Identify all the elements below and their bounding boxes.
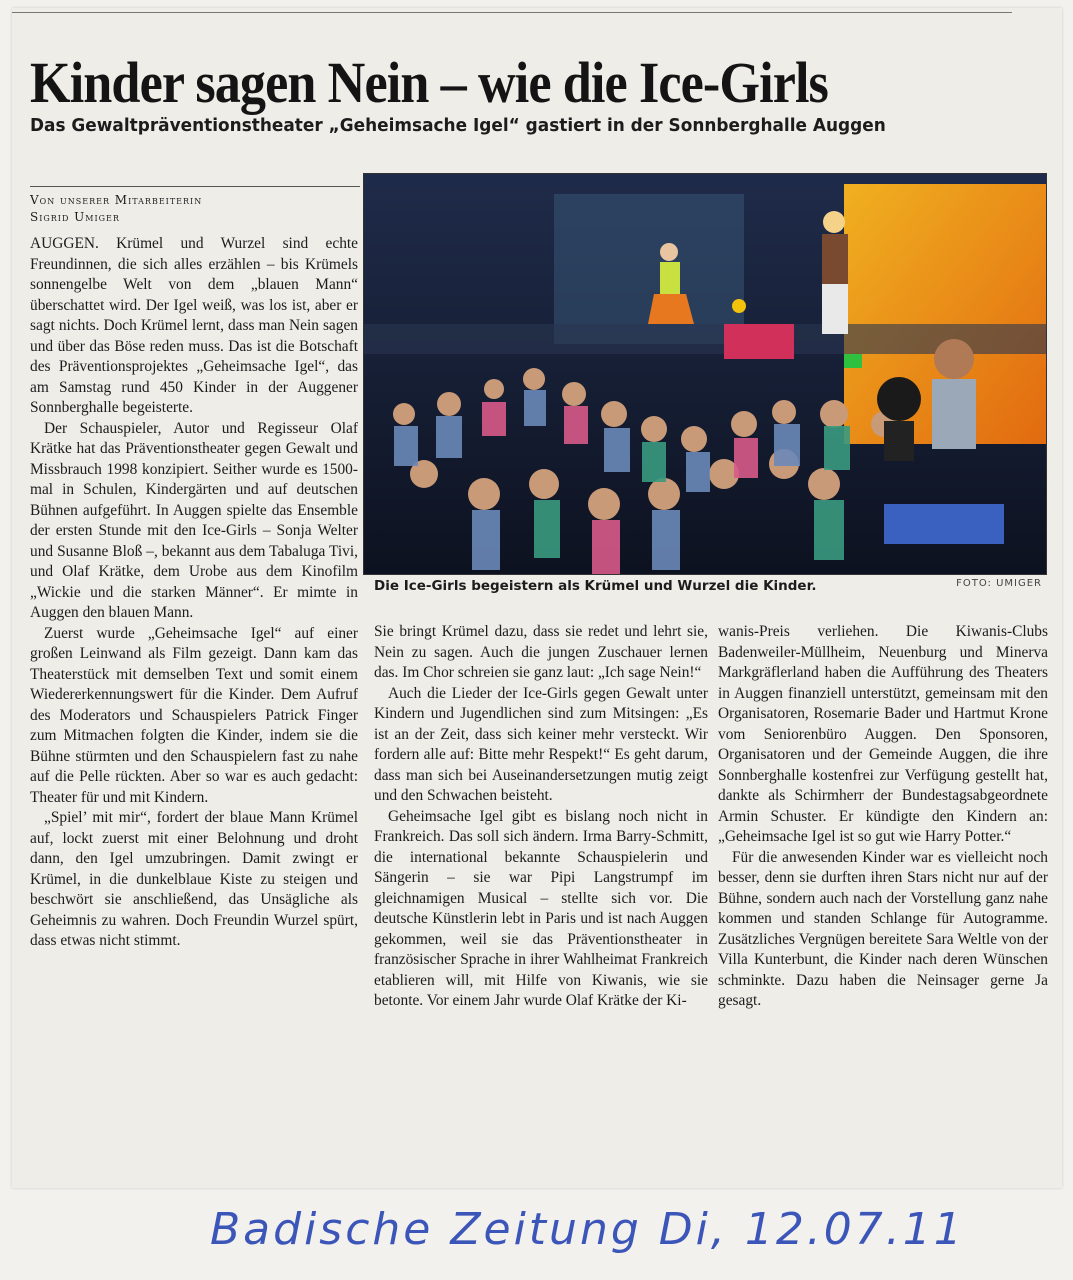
article-photo <box>363 173 1047 575</box>
photo-credit: FOTO: UMIGER <box>956 578 1042 589</box>
paragraph: Zuerst wurde „Geheimsache Igel“ auf einer großen Leinwand als Film gezeigt. Dann kam das Theaterstück mit demselben Text und somit einem Wiedererkennungswert für die Kinder. Dem Aufruf des Moderators und Schauspielers Patrick Finger zum Mitmachen folgten die Kinder, indem sie die Bühne stürmten und den Schauspielern fast zu nahe auf die Pelle rückten. Aber so war es auch gedacht: Theater für und mit Kindern. <box>30 624 358 806</box>
byline-author: Sigrid Umiger <box>30 210 120 224</box>
byline-role: Von unserer Mitarbeiterin <box>30 193 203 207</box>
paragraph: Sie bringt Krümel dazu, dass sie redet und lehrt sie, Nein zu sagen. Auch die jungen Zuschauer lernen das. Im Chor schreien sie ganz laut: „Ich sage Nein!“ <box>374 623 708 681</box>
byline <box>30 192 360 226</box>
newspaper-clipping <box>12 8 1062 1188</box>
byline-rule <box>30 186 360 187</box>
top-rule <box>12 12 1012 13</box>
paragraph: Auch die Lieder der Ice-Girls gegen Gewalt unter Kindern und Jugendlichen sind zum Mitsingen: „Es ist an der Zeit, dass sich keiner mehr versteckt. Wir fordern alle auf: Bitte mehr Respekt!“ Es geht darum, dass man sich bei Auseinandersetzungen mutig zeigt und den Schwachen beisteht. <box>374 684 708 804</box>
paragraph: „Spiel’ mit mir“, fordert der blaue Mann Krümel auf, lockt zuerst mit einer Belohnung und droht dann, den Igel umzubringen. Damit zwingt er Krümel, in die dunkelblaue Kiste zu steigen und beschwört sie anschließend, das Unsägliche als Geheimnis zu wahren. Doch Freundin Wurzel spürt, dass etwas nicht stimmt. <box>30 809 358 949</box>
article-column-3 <box>718 622 1048 1012</box>
theater-scene-illustration <box>364 174 1046 574</box>
paragraph: Für die anwesenden Kinder war es vielleicht noch besser, denn sie durften ihren Stars nicht nur auf der Bühne, sondern auch nach der Vorstellung ganz nahe kommen und standen Schlange für Autogramme. Zusätzliches Vergnügen bereitete Sara Weltle von der Villa Kunterbunt, die Kinder nach deren Wünschen schminkte. Dazu haben die Neinsager gerne Ja gesagt. <box>718 848 1048 1009</box>
headline: Kinder sagen Nein – wie die Ice-Girls <box>30 50 828 115</box>
photo-caption: Die Ice-Girls begeistern als Krümel und Wurzel die Kinder. <box>374 578 817 594</box>
paragraph: wanis-Preis verliehen. Die Kiwanis-Clubs Badenweiler-Müllheim, Neuenburg und Minerva Markgräflerland haben die Aufführung des Theaters in Auggen finanziell unterstützt, gemeinsam mit den Organisatoren, Rosemarie Bader und Hartmut Krone vom Seniorenbüro Auggen. Den Sponsoren, Organisatoren und der Gemeinde Auggen, die ihre Sonnberghalle kostenfrei zur Verfügung gestellt hat, dankte als Schirmherr der Bundestagsabgeordnete Armin Schuster. Er kündigte den Kindern an: „Geheimsache Igel ist so gut wie Harry Potter.“ <box>718 623 1048 845</box>
article-column-1 <box>30 234 358 952</box>
paragraph: AUGGEN. Krümel und Wurzel sind echte Freundinnen, die sich alles erzählen – bis Krümels sonnengelbe Welt von dem „blauen Mann“ überschattet wird. Der Igel weiß, was los ist, aber er sagt nichts. Doch Krümel lernt, dass man Nein sagen und über das Böse reden muss. Das ist die Botschaft des Präventionsprojektes „Geheimsache Igel“, das am Samstag rund 450 Kinder in der Auggener Sonnberghalle begeisterte. <box>30 235 358 416</box>
paragraph: Geheimsache Igel gibt es bislang noch nicht in Frankreich. Das soll sich ändern. Irma Barry-Schmitt, die international bekannte Schauspielerin und Sängerin – sie war Pipi Langstrumpf im gleichnamigen Musical – stellte sich vor. Die deutsche Künstlerin lebt in Paris und ist nach Auggen gekommen, weil sie das Präventionstheater in französischer Sprache in ihrer Wahlheimat Frankreich etablieren will, mit Hilfe von Kiwanis, wie sie betonte. Vor einem Jahr wurde Olaf Krätke der Ki- <box>374 807 708 1009</box>
subheadline: Das Gewaltpräventionstheater „Geheimsache Igel“ gastiert in der Sonnberghalle Auggen <box>30 115 886 136</box>
article-column-2 <box>374 622 708 1012</box>
handwritten-note: Badische Zeitung Di, 12.07.11 <box>210 1204 965 1255</box>
paragraph: Der Schauspieler, Autor und Regisseur Olaf Krätke hat das Präventionstheater gegen Gewalt und Missbrauch 1998 konzipiert. Seither wurde es 1500-mal in Schulen, Kindergärten und auf deutschen Bühnen aufgeführt. In Auggen spielte das Ensemble der ersten Stunde mit den Ice-Girls – Sonja Welter und Susanne Bloß –, bekannt aus dem Tabaluga Tivi, und Olaf Krätke, dem Urobe aus dem Kinofilm „Wickie und die starken Männer“. Er mimte in Auggen den blauen Mann. <box>30 419 358 621</box>
